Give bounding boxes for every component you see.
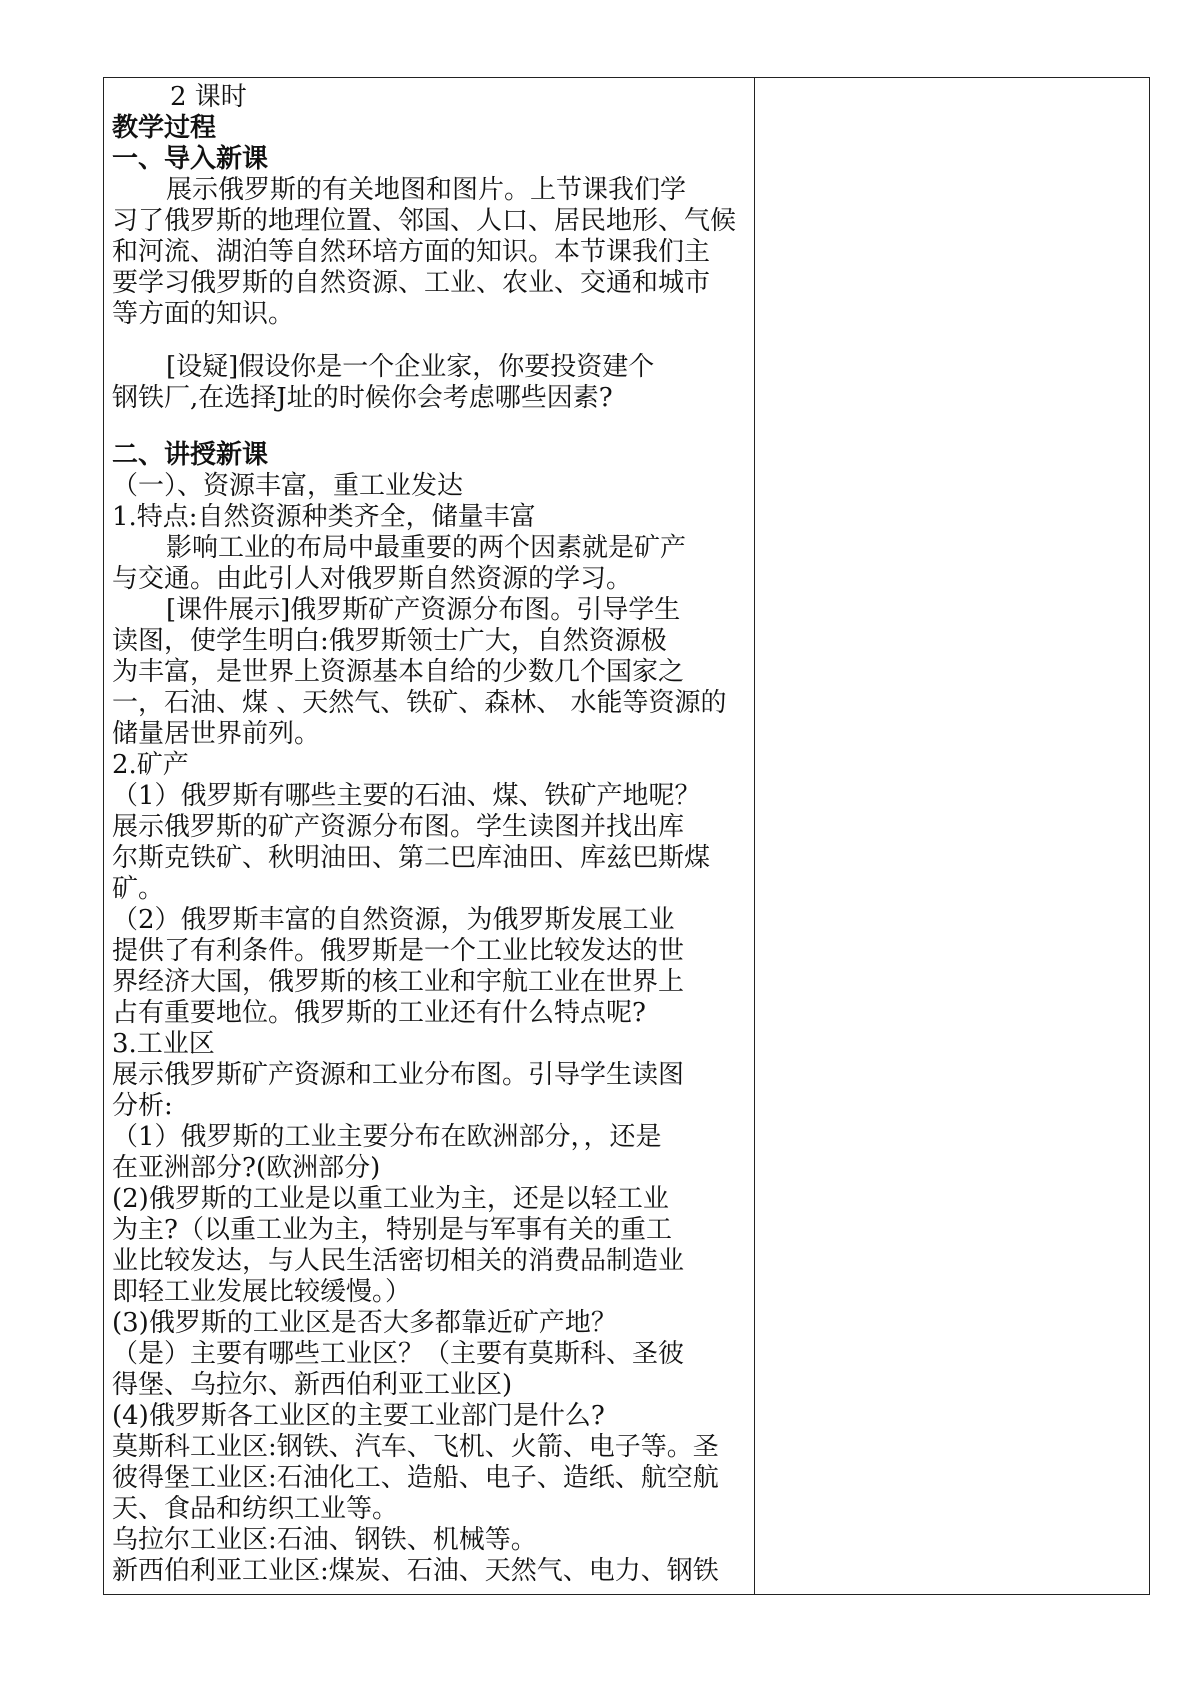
mineral-line: 展示俄罗斯的矿产资源分布图。学生读图并找出库 [112, 812, 685, 842]
industry-line: (4)俄罗斯各工业区的主要工业部门是什么? [112, 1401, 605, 1431]
influence-line: 与交通。由此引人对俄罗斯自然资源的学习。 [112, 564, 633, 594]
subsection-line: 1.特点:自然资源种类齐全，储量丰富 [112, 502, 536, 532]
column-divider [754, 78, 755, 1594]
mineral-line: 2.矿产 [112, 750, 189, 780]
industry-line: 即轻工业发展比较缓慢。） [112, 1277, 412, 1307]
period-label: 2 课时 [170, 82, 247, 112]
industry-line: 乌拉尔工业区:石油、钢铁、机械等。 [112, 1525, 537, 1555]
industry-line: 彼得堡工业区:石油化工、造船、电子、造纸、航空航 [112, 1463, 719, 1493]
lesson-table [103, 77, 1150, 1595]
intro-line: 和河流、湖泊等自然环培方面的知识。本节课我们主 [112, 237, 711, 267]
industry-line: (3)俄罗斯的工业区是否大多都靠近矿产地？ [112, 1308, 617, 1338]
industry-line: 新西伯利亚工业区:煤炭、石油、天然气、电力、钢铁 [112, 1556, 719, 1586]
courseware-line: 读图，使学生明白:俄罗斯领士广大，自然资源极 [112, 626, 667, 656]
intro-line: 习了俄罗斯的地理位置、邻国、人口、居民地形、气候 [112, 206, 737, 236]
section1-heading: 一、导入新课 [112, 144, 269, 174]
courseware-line: [课件展示]俄罗斯矿产资源分布图。引导学生 [166, 595, 681, 625]
mineral-line: （1）俄罗斯有哪些主要的石油、煤、铁矿产地呢？ [112, 781, 701, 811]
industry-line: 天、食品和纺织工业等。 [112, 1494, 399, 1524]
industry-line: 分析: [112, 1091, 173, 1121]
industry-line: （是）主要有哪些工业区？（主要有莫斯科、圣彼 [112, 1339, 685, 1369]
mineral-line: 占有重要地位。俄罗斯的工业还有什么特点呢? [112, 998, 646, 1028]
industry-line: (2)俄罗斯的工业是以重工业为主，还是以轻工业 [112, 1184, 669, 1214]
mineral-line: 尔斯克铁矿、秋明油田、第二巴库油田、库兹巴斯煤 [112, 843, 711, 873]
subsection-line: （一）、资源丰富，重工业发达 [112, 471, 464, 501]
question-line: [设疑]假设你是一个企业家，你要投资建个 [166, 352, 655, 382]
notes-cell [756, 78, 1149, 1594]
mineral-line: 矿。 [112, 874, 165, 904]
industry-line: （1）俄罗斯的工业主要分布在欧洲部分，，还是 [112, 1122, 662, 1152]
industry-line: 得堡、乌拉尔、新西伯利亚工业区) [112, 1370, 513, 1400]
industry-line: 业比较发达，与人民生活密切相关的消费品制造业 [112, 1246, 685, 1276]
courseware-line: 一，石油、煤 、天然气、铁矿、森林、 水能等资源的 [112, 688, 727, 718]
industry-line: 为主?（以重工业为主，特别是与军事有关的重工 [112, 1215, 672, 1245]
industry-line: 展示俄罗斯矿产资源和工业分布图。引导学生读图 [112, 1060, 685, 1090]
mineral-line: 界经济大国，俄罗斯的核工业和宇航工业在世界上 [112, 967, 685, 997]
section2-heading: 二、讲授新课 [112, 440, 269, 470]
lesson-content-cell [112, 82, 752, 1590]
courseware-line: 储量居世界前列。 [112, 719, 321, 749]
intro-line: 展示俄罗斯的有关地图和图片。上节课我们学 [166, 175, 687, 205]
industry-line: 3.工业区 [112, 1029, 215, 1059]
question-line: 钢铁厂,在选择J址的时候你会考虑哪些因素? [112, 383, 613, 413]
influence-line: 影响工业的布局中最重要的两个因素就是矿产 [166, 533, 687, 563]
lesson-title: 教学过程 [112, 113, 217, 143]
intro-line: 等方面的知识。 [112, 299, 295, 329]
intro-line: 要学习俄罗斯的自然资源、工业、农业、交通和城市 [112, 268, 711, 298]
industry-line: 在亚洲部分?(欧洲部分) [112, 1153, 381, 1183]
mineral-line: 提供了有利条件。俄罗斯是一个工业比较发达的世 [112, 936, 685, 966]
mineral-line: （2）俄罗斯丰富的自然资源，为俄罗斯发展工业 [112, 905, 675, 935]
industry-line: 莫斯科工业区:钢铁、汽车、飞机、火箭、电子等。圣 [112, 1432, 719, 1462]
courseware-line: 为丰富，是世界上资源基本自给的少数几个国家之 [112, 657, 685, 687]
